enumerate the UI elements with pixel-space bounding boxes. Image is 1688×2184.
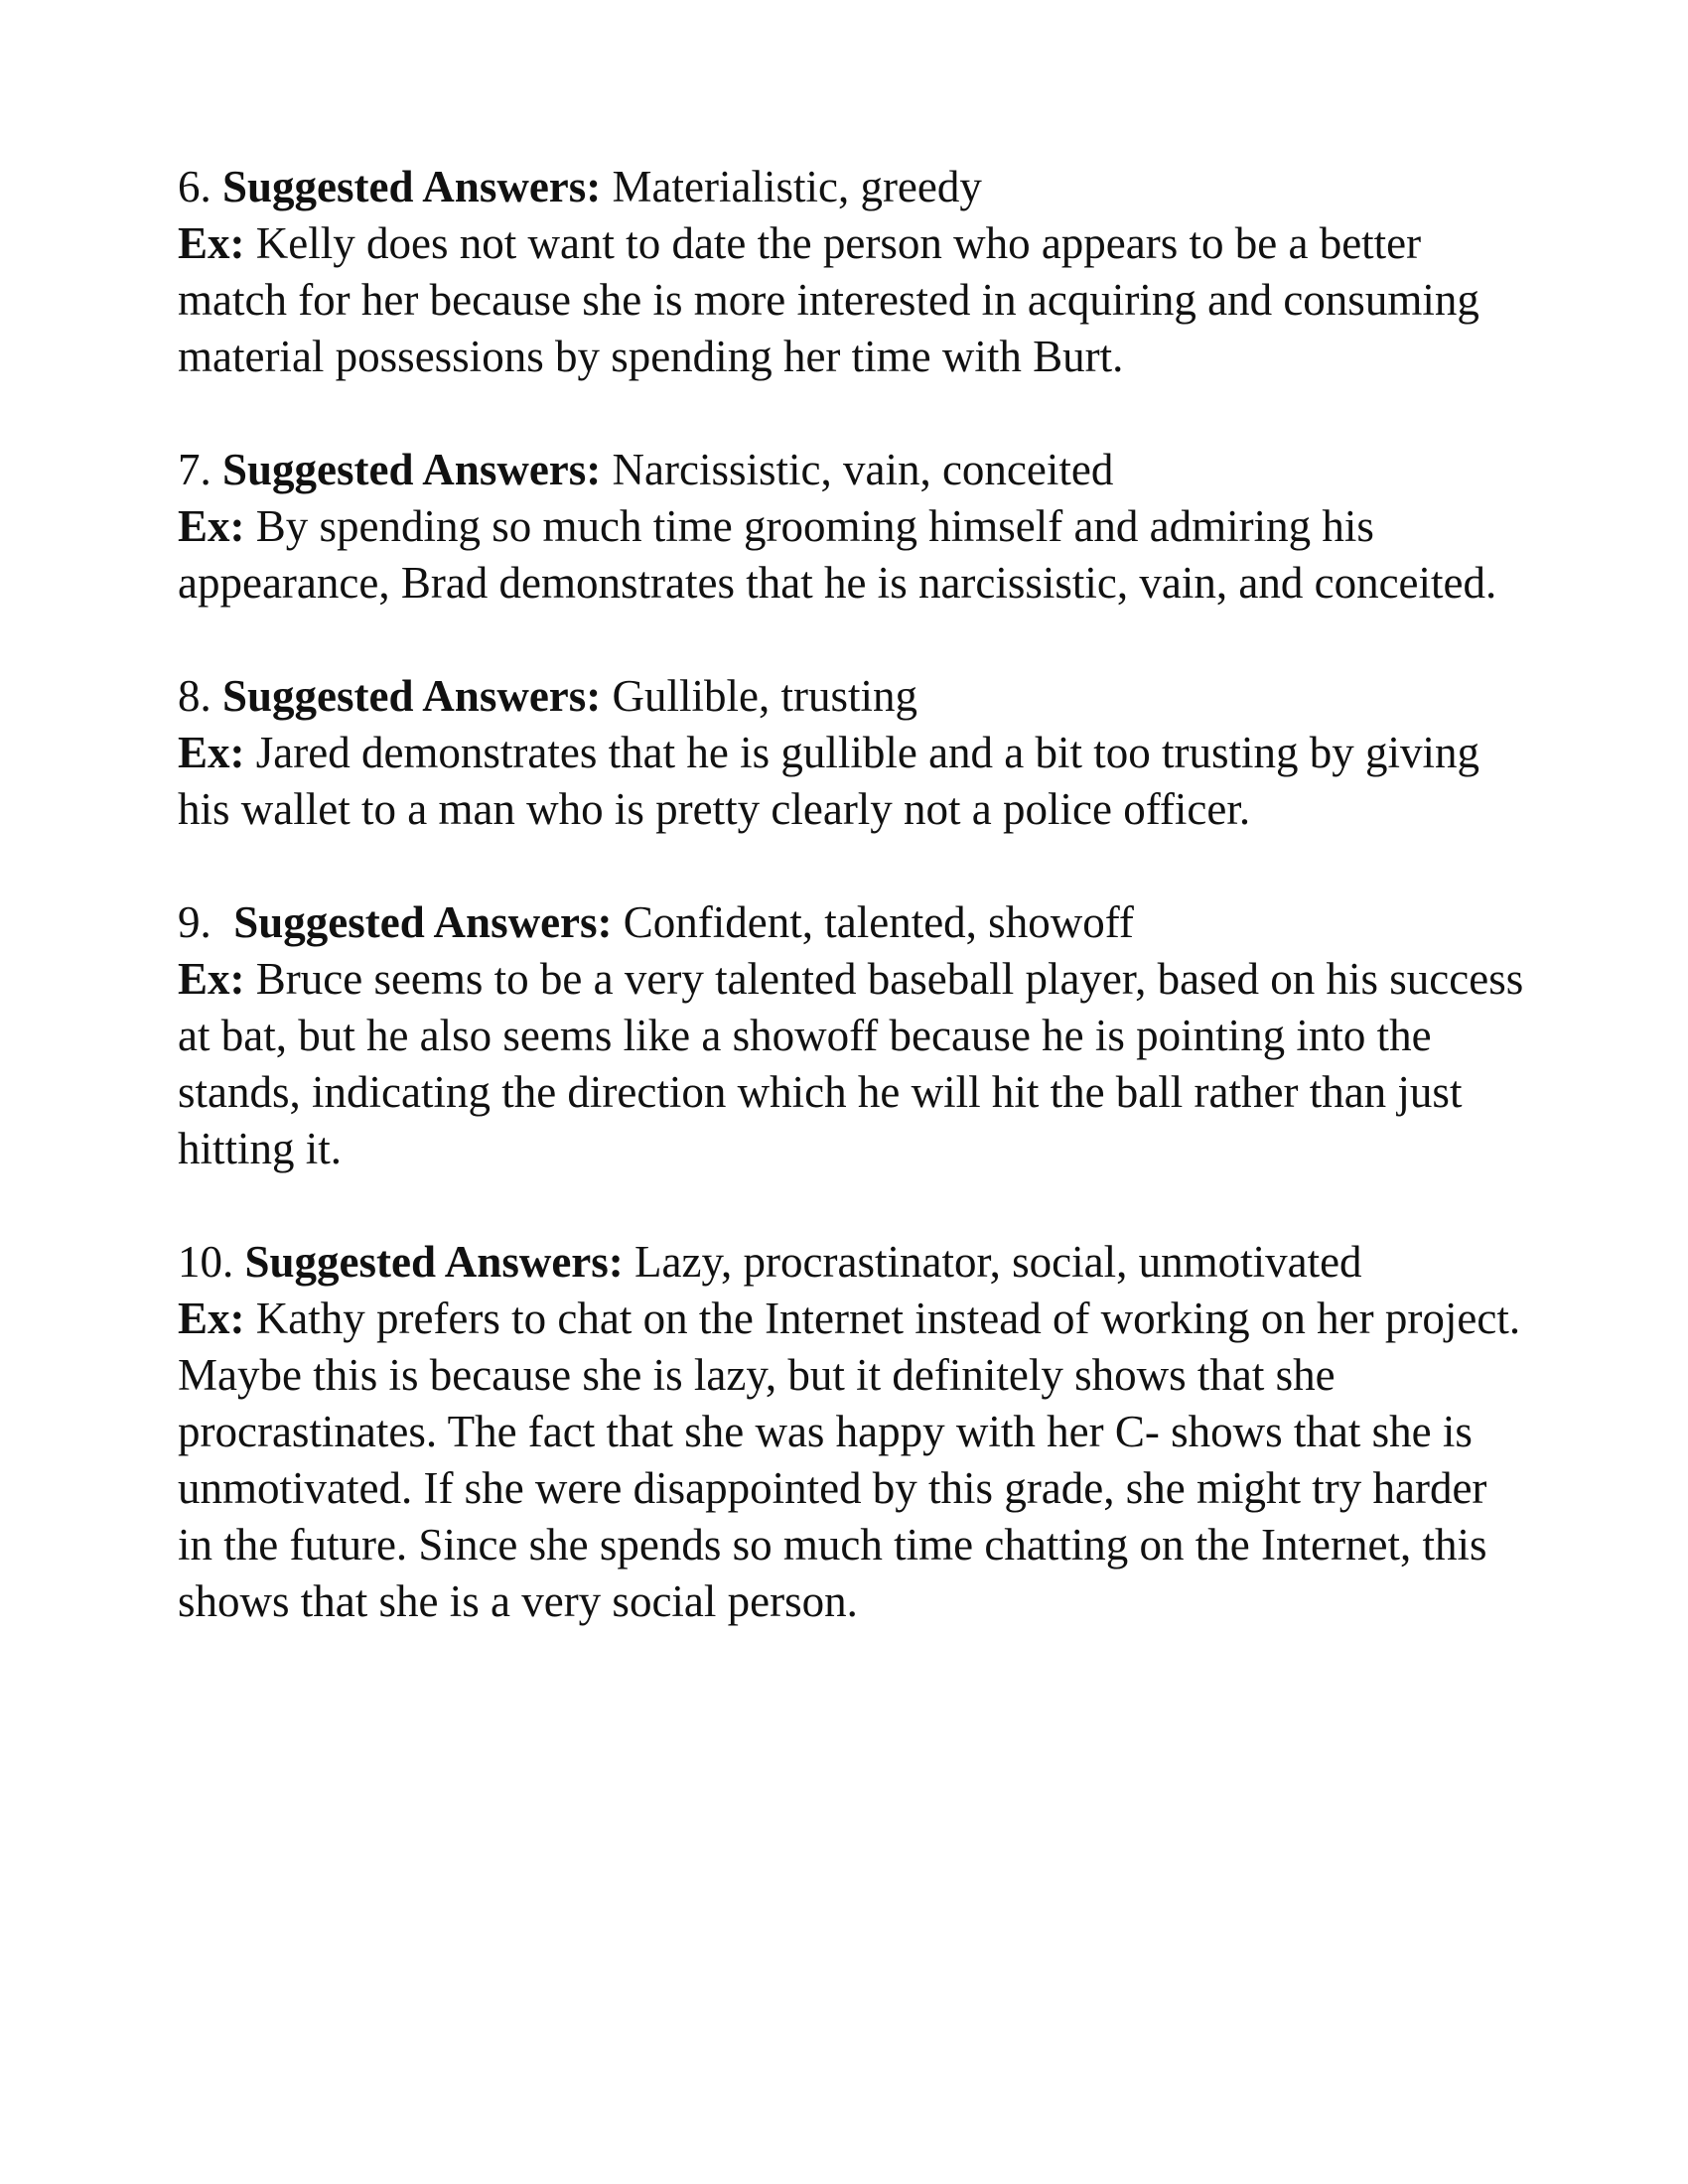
answer-line [178,442,1528,498]
answer-line [178,1234,1528,1291]
example-line [178,498,1528,612]
example-label: Ex: [178,1294,245,1343]
question-number: 7. [178,445,211,494]
question-number: 10. [178,1237,234,1287]
suggested-answers-label: Suggested Answers: [244,1237,624,1287]
suggested-answer-text: Lazy, procrastinator, social, unmotivated [634,1237,1362,1287]
example-label: Ex: [178,728,245,777]
example-label: Ex: [178,501,245,551]
example-line [178,215,1528,385]
suggested-answer-text: Gullible, trusting [612,671,918,721]
answer-block-8 [178,668,1528,838]
suggested-answers-label: Suggested Answers: [222,445,602,494]
example-label: Ex: [178,954,245,1004]
example-text: By spending so much time grooming himself and admiring his appearance, Brad demonstrates that he is narcissistic, vain, and conceited. [178,501,1497,608]
example-text: Jared demonstrates that he is gullible and a bit too trusting by giving his wallet to a man who is pretty clearly not a police officer. [178,728,1480,834]
example-label: Ex: [178,218,245,268]
suggested-answers-label: Suggested Answers: [233,897,613,947]
question-number: 8. [178,671,211,721]
answer-block-10 [178,1234,1528,1630]
example-text: Kelly does not want to date the person who appears to be a better match for her because she is more interested in acquiring and consuming material possessions by spending her time with Burt. [178,218,1479,381]
suggested-answers-label: Suggested Answers: [222,162,602,211]
example-line [178,951,1528,1177]
answer-key-page [178,159,1528,1687]
suggested-answer-text: Confident, talented, showoff [623,897,1134,947]
question-number: 9. [178,897,211,947]
answer-line [178,159,1528,215]
suggested-answer-text: Materialistic, greedy [612,162,982,211]
suggested-answers-label: Suggested Answers: [222,671,602,721]
answer-line [178,894,1528,951]
answer-block-6 [178,159,1528,385]
answer-block-9 [178,894,1528,1177]
answer-block-7 [178,442,1528,612]
question-number: 6. [178,162,211,211]
suggested-answer-text: Narcissistic, vain, conceited [612,445,1114,494]
example-line [178,1291,1528,1630]
answer-line [178,668,1528,725]
example-text: Kathy prefers to chat on the Internet instead of working on her project. Maybe this is because she is lazy, but it definitely shows that she procrastinates. The fact that she was happy with her C- shows that she is unmotivated. If she were disappointed by this grade, she might try harder in the future. Since she spends so much time chatting on the Internet, this shows that she is a very social person. [178,1294,1521,1626]
example-line [178,725,1528,838]
example-text: Bruce seems to be a very talented baseball player, based on his success at bat, but he also seems like a showoff because he is pointing into the stands, indicating the direction which he will hit the ball rather than just hitting it. [178,954,1524,1173]
